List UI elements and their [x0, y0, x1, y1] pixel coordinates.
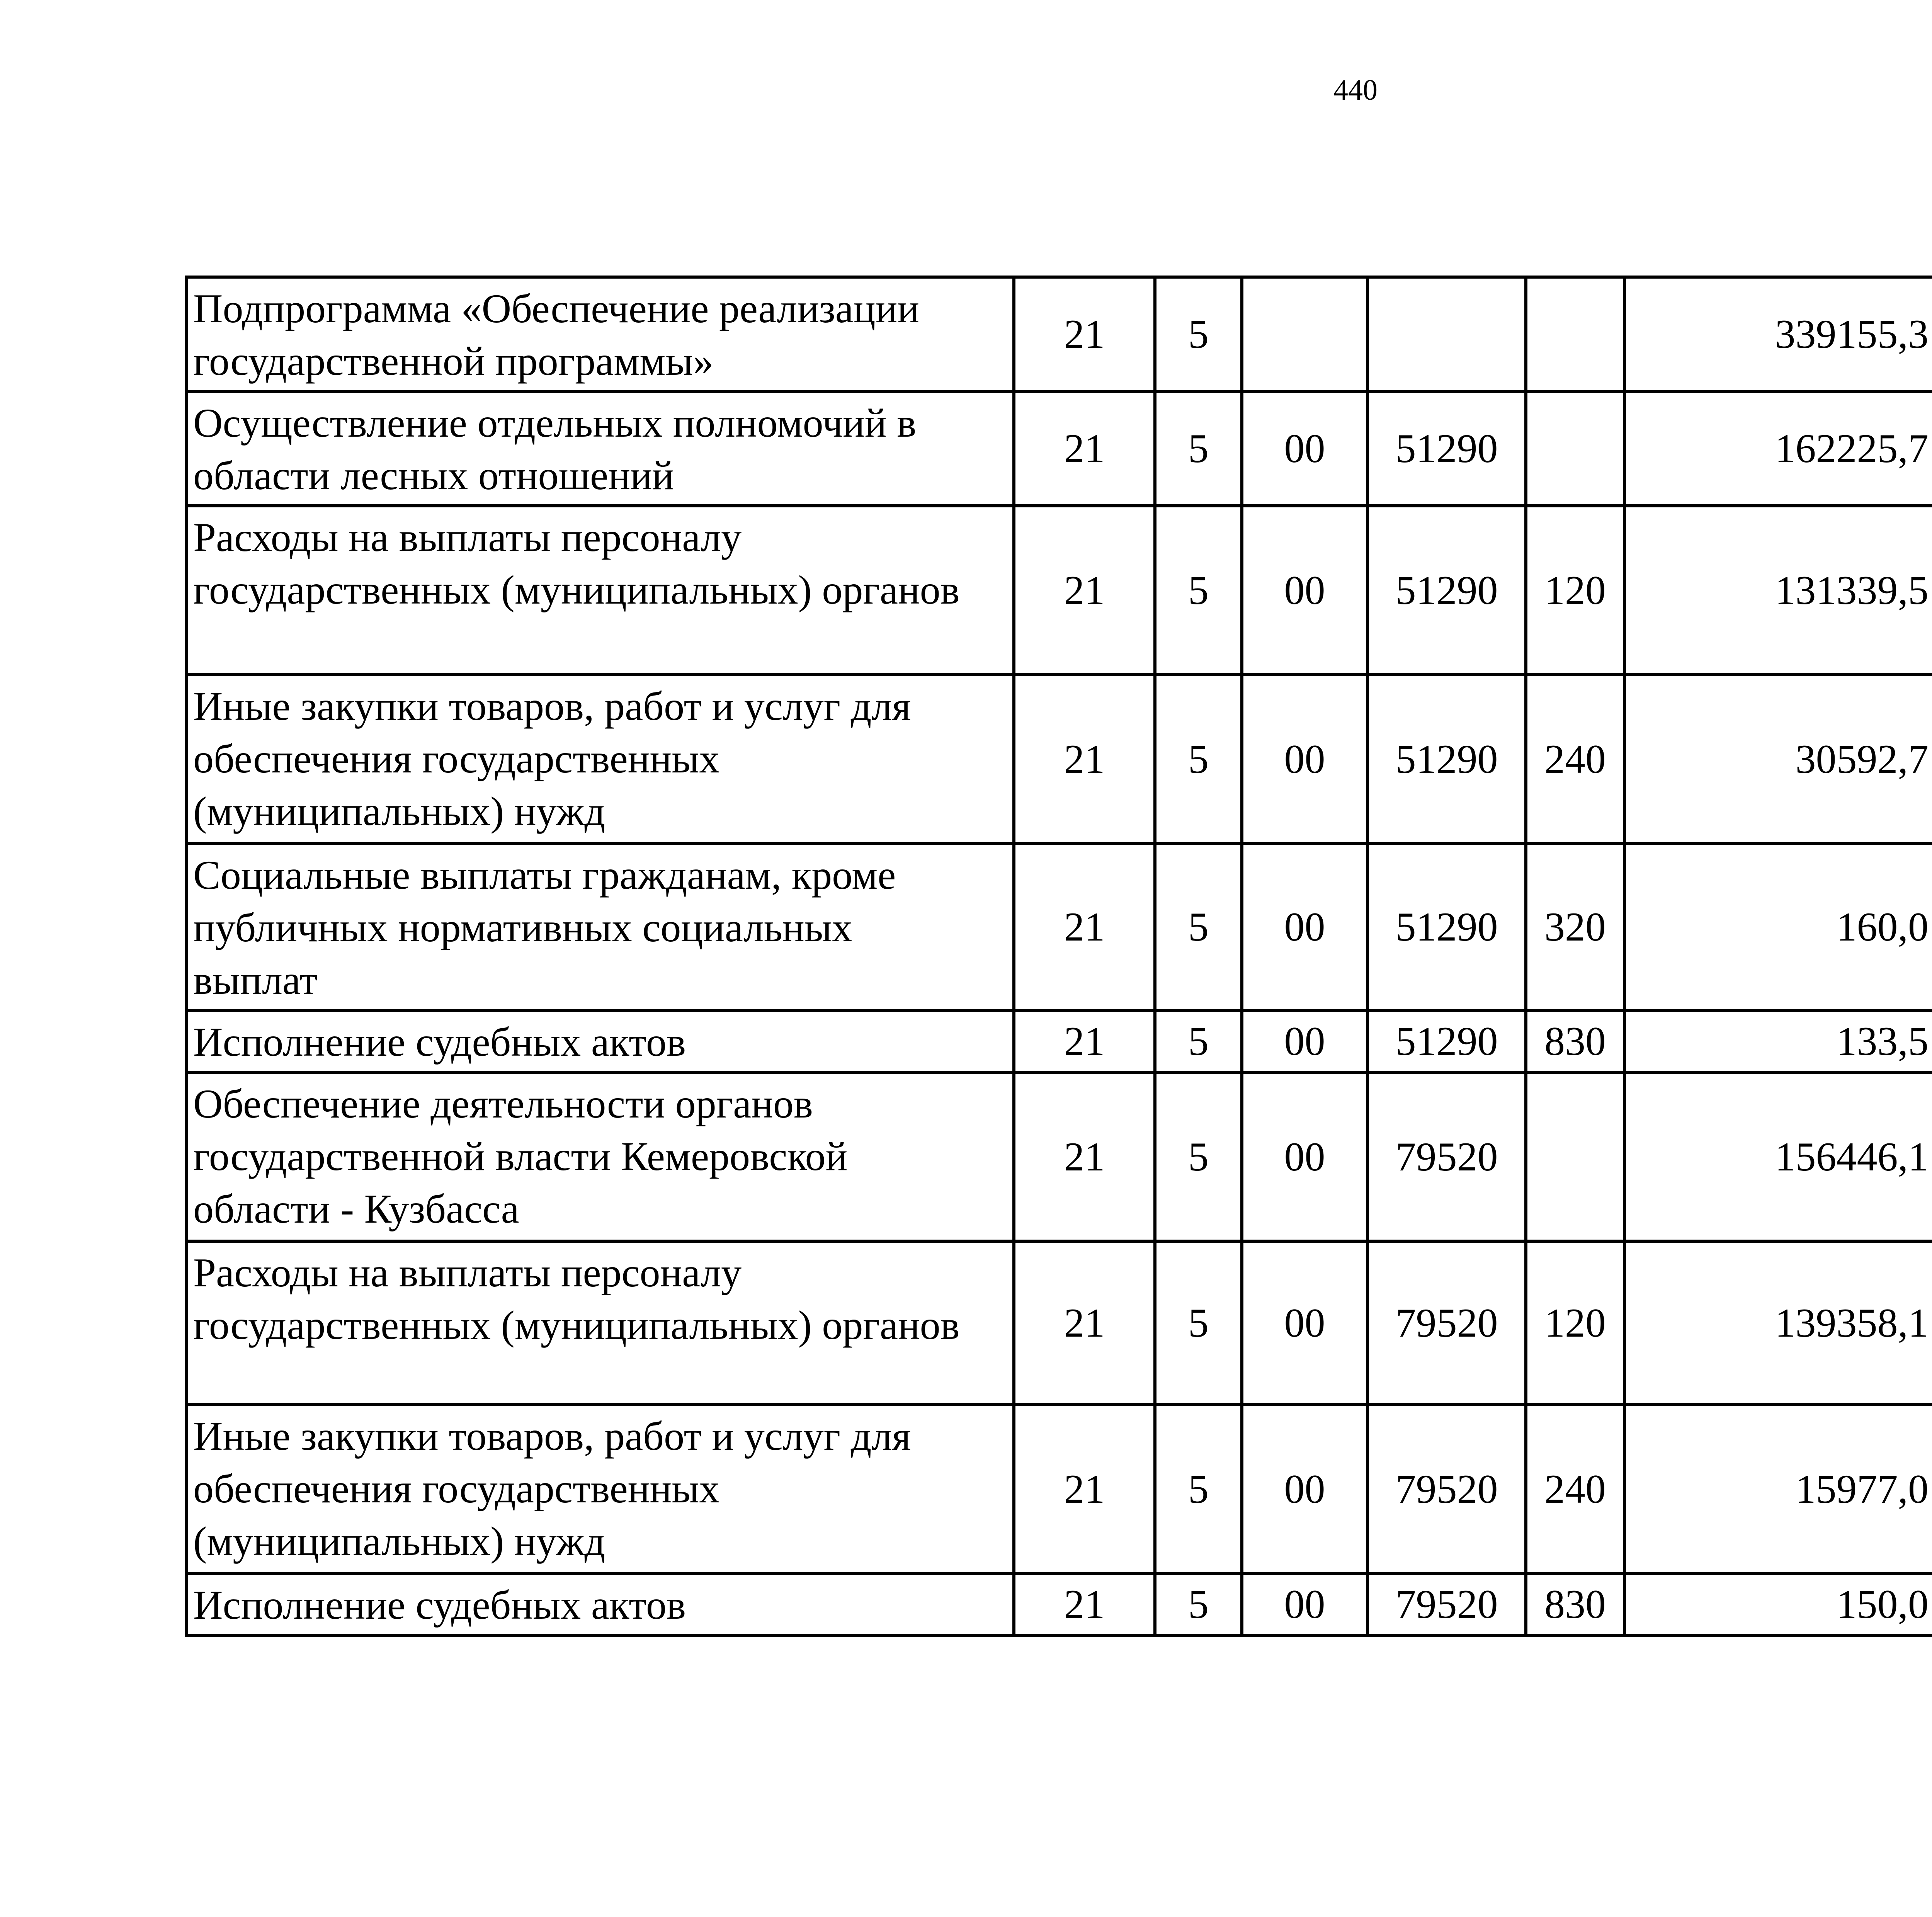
code-cell: 240: [1526, 1405, 1624, 1573]
code-cell: 320: [1526, 844, 1624, 1010]
amount-cell: 131339,5: [1624, 506, 1932, 675]
code-cell: 51290: [1367, 506, 1526, 675]
amount-cell: 139358,1: [1624, 1241, 1932, 1405]
row-name: Подпрограмма «Обеспечение реализации государственной программы»: [186, 277, 1014, 391]
table-row: [186, 277, 1932, 391]
code-cell: 240: [1526, 675, 1624, 844]
amount-cell: 150,0: [1624, 1573, 1932, 1635]
code-cell: 79520: [1367, 1405, 1526, 1573]
code-cell: 5: [1155, 1241, 1242, 1405]
table-row: [186, 675, 1932, 844]
code-cell: [1526, 277, 1624, 391]
code-cell: 51290: [1367, 844, 1526, 1010]
page-number: 440: [1333, 74, 1378, 106]
table-row: [186, 1010, 1932, 1072]
row-name: Исполнение судебных актов: [186, 1010, 1014, 1072]
row-name: Иные закупки товаров, работ и услуг для обеспечения государственных (муниципальных) нужд: [186, 1405, 1014, 1573]
code-cell: 00: [1242, 1072, 1367, 1241]
code-cell: 51290: [1367, 1010, 1526, 1072]
table-row: [186, 391, 1932, 506]
code-cell: 79520: [1367, 1573, 1526, 1635]
code-cell: [1526, 1072, 1624, 1241]
amount-cell: 15977,0: [1624, 1405, 1932, 1573]
code-cell: 00: [1242, 844, 1367, 1010]
code-cell: 21: [1014, 1072, 1155, 1241]
code-cell: 79520: [1367, 1072, 1526, 1241]
row-name: Социальные выплаты гражданам, кроме публичных нормативных социальных выплат: [186, 844, 1014, 1010]
code-cell: 00: [1242, 1405, 1367, 1573]
row-name: Исполнение судебных актов: [186, 1573, 1014, 1635]
code-cell: 00: [1242, 1241, 1367, 1405]
code-cell: 830: [1526, 1573, 1624, 1635]
code-cell: 21: [1014, 675, 1155, 844]
code-cell: 5: [1155, 506, 1242, 675]
amount-cell: 160,0: [1624, 844, 1932, 1010]
code-cell: 5: [1155, 1010, 1242, 1072]
table-row: [186, 506, 1932, 675]
row-name: Иные закупки товаров, работ и услуг для обеспечения государственных (муниципальных) нужд: [186, 675, 1014, 844]
code-cell: 00: [1242, 675, 1367, 844]
code-cell: 21: [1014, 1405, 1155, 1573]
code-cell: 5: [1155, 844, 1242, 1010]
code-cell: [1367, 277, 1526, 391]
table-row: [186, 844, 1932, 1010]
code-cell: [1242, 277, 1367, 391]
code-cell: 00: [1242, 506, 1367, 675]
amount-cell: 339155,3: [1624, 277, 1932, 391]
code-cell: 21: [1014, 844, 1155, 1010]
code-cell: [1526, 391, 1624, 506]
code-cell: 120: [1526, 1241, 1624, 1405]
code-cell: 21: [1014, 506, 1155, 675]
code-cell: 00: [1242, 391, 1367, 506]
code-cell: 21: [1014, 1241, 1155, 1405]
amount-cell: 30592,7: [1624, 675, 1932, 844]
table-row: [186, 1573, 1932, 1635]
budget-table: [185, 276, 1932, 1637]
code-cell: 830: [1526, 1010, 1624, 1072]
amount-cell: 162225,7: [1624, 391, 1932, 506]
code-cell: 120: [1526, 506, 1624, 675]
row-name: Осуществление отдельных полномочий в области лесных отношений: [186, 391, 1014, 506]
code-cell: 00: [1242, 1573, 1367, 1635]
row-name: Расходы на выплаты персоналу государственных (муниципальных) органов: [186, 506, 1014, 675]
code-cell: 5: [1155, 675, 1242, 844]
code-cell: 5: [1155, 1573, 1242, 1635]
row-name: Обеспечение деятельности органов государственной власти Кемеровской области - Кузбасса: [186, 1072, 1014, 1241]
table-row: [186, 1072, 1932, 1241]
row-name: Расходы на выплаты персоналу государственных (муниципальных) органов: [186, 1241, 1014, 1405]
table-row: [186, 1241, 1932, 1405]
code-cell: 51290: [1367, 675, 1526, 844]
code-cell: 79520: [1367, 1241, 1526, 1405]
amount-cell: 133,5: [1624, 1010, 1932, 1072]
code-cell: 21: [1014, 391, 1155, 506]
code-cell: 5: [1155, 391, 1242, 506]
code-cell: 21: [1014, 277, 1155, 391]
amount-cell: 156446,1: [1624, 1072, 1932, 1241]
code-cell: 5: [1155, 277, 1242, 391]
code-cell: 21: [1014, 1573, 1155, 1635]
code-cell: 00: [1242, 1010, 1367, 1072]
table-row: [186, 1405, 1932, 1573]
code-cell: 5: [1155, 1072, 1242, 1241]
code-cell: 51290: [1367, 391, 1526, 506]
code-cell: 5: [1155, 1405, 1242, 1573]
code-cell: 21: [1014, 1010, 1155, 1072]
